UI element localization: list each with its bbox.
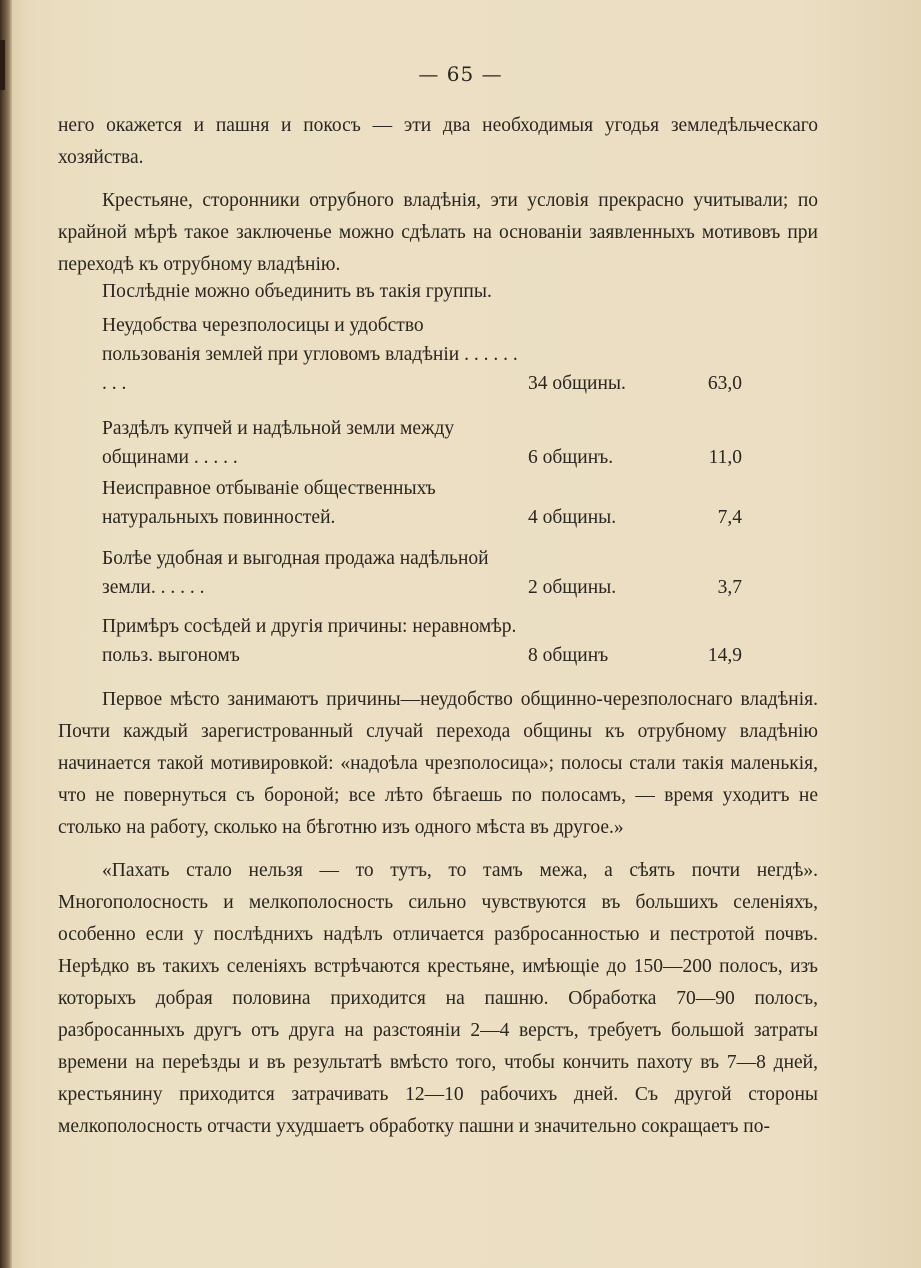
cause-percent: 63,0 bbox=[707, 373, 742, 394]
cause-count: 6 общинъ. bbox=[528, 447, 614, 468]
cause-count: 34 общины. bbox=[528, 373, 626, 394]
cause-percent: 3,7 bbox=[717, 577, 742, 598]
cause-description: Неисправное отбываніе общественныхъ натуральныхъ повинностей. bbox=[102, 478, 436, 528]
text-block-top bbox=[58, 110, 818, 292]
table-row bbox=[58, 542, 818, 608]
paragraph-continuation: него окажется и пашня и покосъ — эти два необходимыя угодья земледѣльческаго хозяйства. bbox=[58, 115, 818, 168]
cause-description: Примѣръ сосѣдей и другія причины: неравномѣр. польз. выгономъ bbox=[102, 616, 517, 666]
cause-percent: 7,4 bbox=[717, 507, 742, 528]
book-spine bbox=[0, 0, 12, 1268]
cause-percent: 14,9 bbox=[707, 645, 742, 666]
cause-description: Раздѣлъ купчей и надѣльной земли между общинами . . . . . bbox=[102, 418, 455, 468]
cause-percent: 11,0 bbox=[708, 447, 742, 468]
page-number: — 65 — bbox=[418, 62, 503, 86]
cause-count: 4 общины. bbox=[528, 507, 617, 528]
paragraph-groups-intro: Послѣдніе можно объединить въ такія группы. bbox=[102, 281, 492, 302]
table-row bbox=[58, 408, 818, 478]
cause-count: 2 общины. bbox=[528, 577, 617, 598]
table-row bbox=[58, 610, 818, 676]
paragraph-peasants: Крестьяне, сторонники отрубного владѣнія, эти условія прекрасно учитывали; по крайной мѣрѣ такое заключенье можно сдѣлать на основаніи заявленныхъ мотивовъ при переходѣ къ отрубному владѣнію. bbox=[58, 190, 818, 275]
paragraph-first-place: Первое мѣсто занимаютъ причины—неудобство общинно-черезполоснаго владѣнія. Почти каждый зарегистрованный случай перехода общины къ отрубному владѣнію начинается такой мотивировкой: «надоѣла чрезполосица»; полосы стали такія маленькія, что не повернуться съ бороной; все лѣто бѣгаешь по полосамъ, — время уходитъ не столько на работу, сколько на бѣготню изъ одного мѣста въ другое.» bbox=[58, 689, 818, 838]
cause-count: 8 общинъ bbox=[528, 645, 609, 666]
paragraph-plowing: «Пахать стало нельзя — то тутъ, то тамъ межа, а сѣять почти негдѣ». Многополосность и мелкополосность сильно чувствуются въ большихъ селеніяхъ, особенно если у послѣднихъ надѣлъ отличается разбросанностью и пестротой почвъ. Нерѣдко въ такихъ селеніяхъ встрѣчаются крестьяне, имѣющіе до 150—200 полосъ, изъ которыхъ добрая половина приходится на пашню. Обработка 70—90 полосъ, разбросанныхъ другъ отъ друга на разстояніи 2—4 верстъ, требуетъ большой затраты времени на переѣзды и въ результатѣ вмѣсто того, чтобы кончить пахоту въ 7—8 дней, крестьянину приходится затрачивать 12—10 рабочихъ дней. Съ другой стороны мелкополосность отчасти ухудшаетъ обработку пашни и значительно сокращаетъ по- bbox=[58, 860, 818, 1137]
cause-description: Неудобства черезполосицы и удобство пользованія землей при угловомъ владѣніи . . . . . . . . . bbox=[102, 315, 518, 394]
table-row bbox=[58, 478, 818, 538]
table-row bbox=[58, 312, 818, 404]
text-block-bottom bbox=[58, 684, 818, 1154]
cause-description: Болѣе удобная и выгодная продажа надѣльной земли. . . . . . bbox=[102, 548, 489, 598]
